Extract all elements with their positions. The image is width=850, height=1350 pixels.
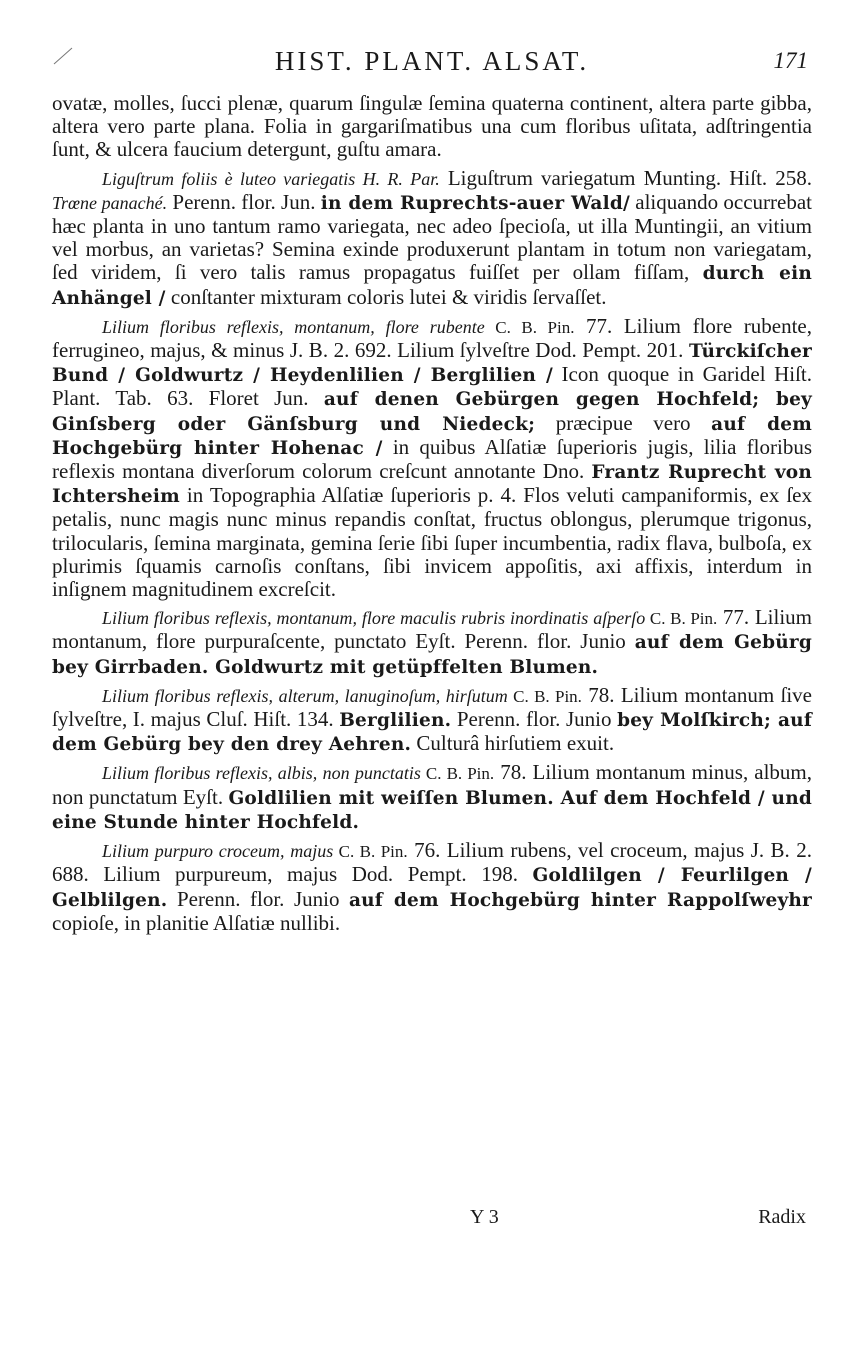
german-locality: auf dem Hochgebürg hinter Rappolſweyhr	[348, 889, 812, 911]
page-footer	[52, 1206, 812, 1236]
paragraph-lilium-croceum	[52, 839, 812, 935]
catchword: Radix	[758, 1206, 806, 1228]
text-run: Culturâ hirſutiem exuit.	[411, 731, 615, 756]
text-run: Liguſtrum variegatum Munting. Hiſt. 258.	[439, 165, 812, 190]
latin-name: Lilium floribus reflexis, montanum, flore maculis rubris inordinatis aſperſo	[102, 608, 646, 629]
citation: C. B. Pin.	[507, 686, 582, 706]
german-locality: auf denen Gebürgen gegen Hochfeld; bey Ginſsberg oder Gänſsburg und Niedeck;	[52, 389, 812, 435]
german-names: Türckiſcher Bund / Goldwurtz / Heydenlilien / Berglilien /	[52, 341, 812, 387]
text-run: copioſe, in planitie Alſatiæ nullibi.	[52, 910, 341, 935]
text-run: 77. Lilium montanum, flore purpuraſcente, punctato Eyſt. Perenn. flor. Junio	[52, 605, 812, 654]
body-text	[52, 92, 812, 940]
paragraph-lilium-hirsutum	[52, 684, 812, 757]
german-name: Berglilien.	[339, 710, 452, 732]
text-run: 77. Lilium flore rubente, ferrugineo, majus, & minus J. B. 2. 692. Lilium ſylveſtre Dod. Pempt. 201.	[52, 313, 812, 363]
text-run: aliquando occurrebat hæc planta in uno tantum ramo variegata, nec adeo ſpecioſa, ut illa Muntingii, an vitium vel morbus, an varietas? Semina exinde produxerunt plantam in totum non variegatam, ſed viridem, ſi vero talis ramus propagatus fuiſſet per ollam fiſſam,	[52, 189, 812, 285]
latin-name: Lilium floribus reflexis, alterum, lanuginoſum, hirſutum	[102, 685, 508, 706]
german-locality: bey Molſkirch; auf dem Gebürg bey den drey Aehren.	[52, 710, 812, 756]
german-names: Goldlilien mit weiſſen Blumen. Auf dem Hochfeld / und eine Stunde hinter Hochfeld.	[52, 787, 812, 833]
text-run: 76. Lilium rubens, vel croceum, majus J. B. 2. 688. Lilium purpureum, majus Dod. Pempt. 198.	[52, 838, 812, 887]
text-run: Perenn. flor. Junio	[451, 707, 618, 732]
text-run: 78. Lilium montanum minus, album, non punctatum Eyſt.	[52, 760, 813, 809]
text-run: in quibus Alſatiæ ſuperioris jugis, lilia floribus reflexis montana diverſorum colorum creſcunt annotante Dno.	[52, 434, 812, 484]
german-locality: auf dem Gebürg bey Girrbaden. Goldwurtz mit getüpffelten Blumen.	[52, 632, 812, 678]
citation: C. B. Pin.	[333, 842, 408, 862]
citation: C. B. Pin.	[420, 764, 495, 784]
text-run: conſtanter mixturam coloris lutei & viridis ſervaſſet.	[165, 284, 607, 309]
german-names: Goldlilgen / Feurlilgen / Gelblilgen.	[52, 865, 812, 911]
text-run: ovatæ, molles, ſucci plenæ, quarum ſingulæ ſemina quaterna continent, altera parte gibba, altera vero parte plana. Folia in gargariſmatibus una cum floribus uſitata, adſtringentia ſunt, & ulcera faucium detergunt, guſtu amara.	[52, 91, 812, 162]
text-run: Perenn. flor. Jun.	[167, 189, 321, 214]
running-head: HIST. PLANT. ALSAT.	[274, 46, 590, 76]
paragraph-ligustrum-variegatum	[52, 167, 812, 310]
latin-name: Lilium floribus reflexis, montanum, flore rubente	[102, 316, 485, 337]
german-locality: in dem Ruprechts-auer Wald/	[320, 192, 630, 214]
citation: C. B. Pin.	[645, 609, 718, 629]
page-number: 171	[773, 48, 808, 73]
latin-name: Lilium purpuro croceum, majus	[102, 841, 334, 862]
latin-name: Lilium floribus reflexis, albis, non punctatis	[102, 763, 421, 784]
text-run: in Topographia Alſatiæ ſuperioris p. 4. Flos veluti campaniformis, ex ſex petalis, nunc magis nunc minus repandis conſtat, fructus oblongus, plerumque trigonus, trilocularis, ſemina marginata, gemina ſerie ſibi ſuper incumbentia, radix flava, bulboſa, ex plurimis ſquamis carnoſis conſtans, ſibi invicem appoſitis, axi affixis, interdum in inſignem magnitudinem excreſcit.	[52, 483, 812, 602]
german-term: durch ein Anhängel /	[52, 263, 813, 309]
french-name: Trœne panaché.	[52, 192, 168, 213]
german-locality: auf dem Hochgebürg hinter Hohenac /	[52, 413, 812, 459]
signature-mark: Y 3	[470, 1206, 499, 1228]
text-run: Icon quoque in Garidel Hiſt. Plant. Tab. 63. Floret Jun.	[52, 362, 812, 411]
text-run: præcipue vero	[535, 410, 712, 435]
paragraph-lilium-maculis	[52, 606, 812, 679]
text-run: 78. Lilium montanum ſive ſylveſtre, I. majus Cluſ. Hiſt. 134.	[52, 682, 813, 732]
citation: C. B. Pin.	[484, 317, 575, 337]
text-run: Perenn. flor. Junio	[167, 886, 349, 911]
paragraph-ligustrum-description	[52, 92, 812, 162]
paragraph-lilium-album	[52, 761, 812, 834]
paragraph-lilium-rubente	[52, 315, 812, 601]
author-name: Frantz Ruprecht von Ichtersheim	[52, 462, 812, 508]
page-header	[52, 46, 812, 82]
latin-name: Liguſtrum foliis è luteo variegatis H. R. Par.	[102, 168, 440, 189]
